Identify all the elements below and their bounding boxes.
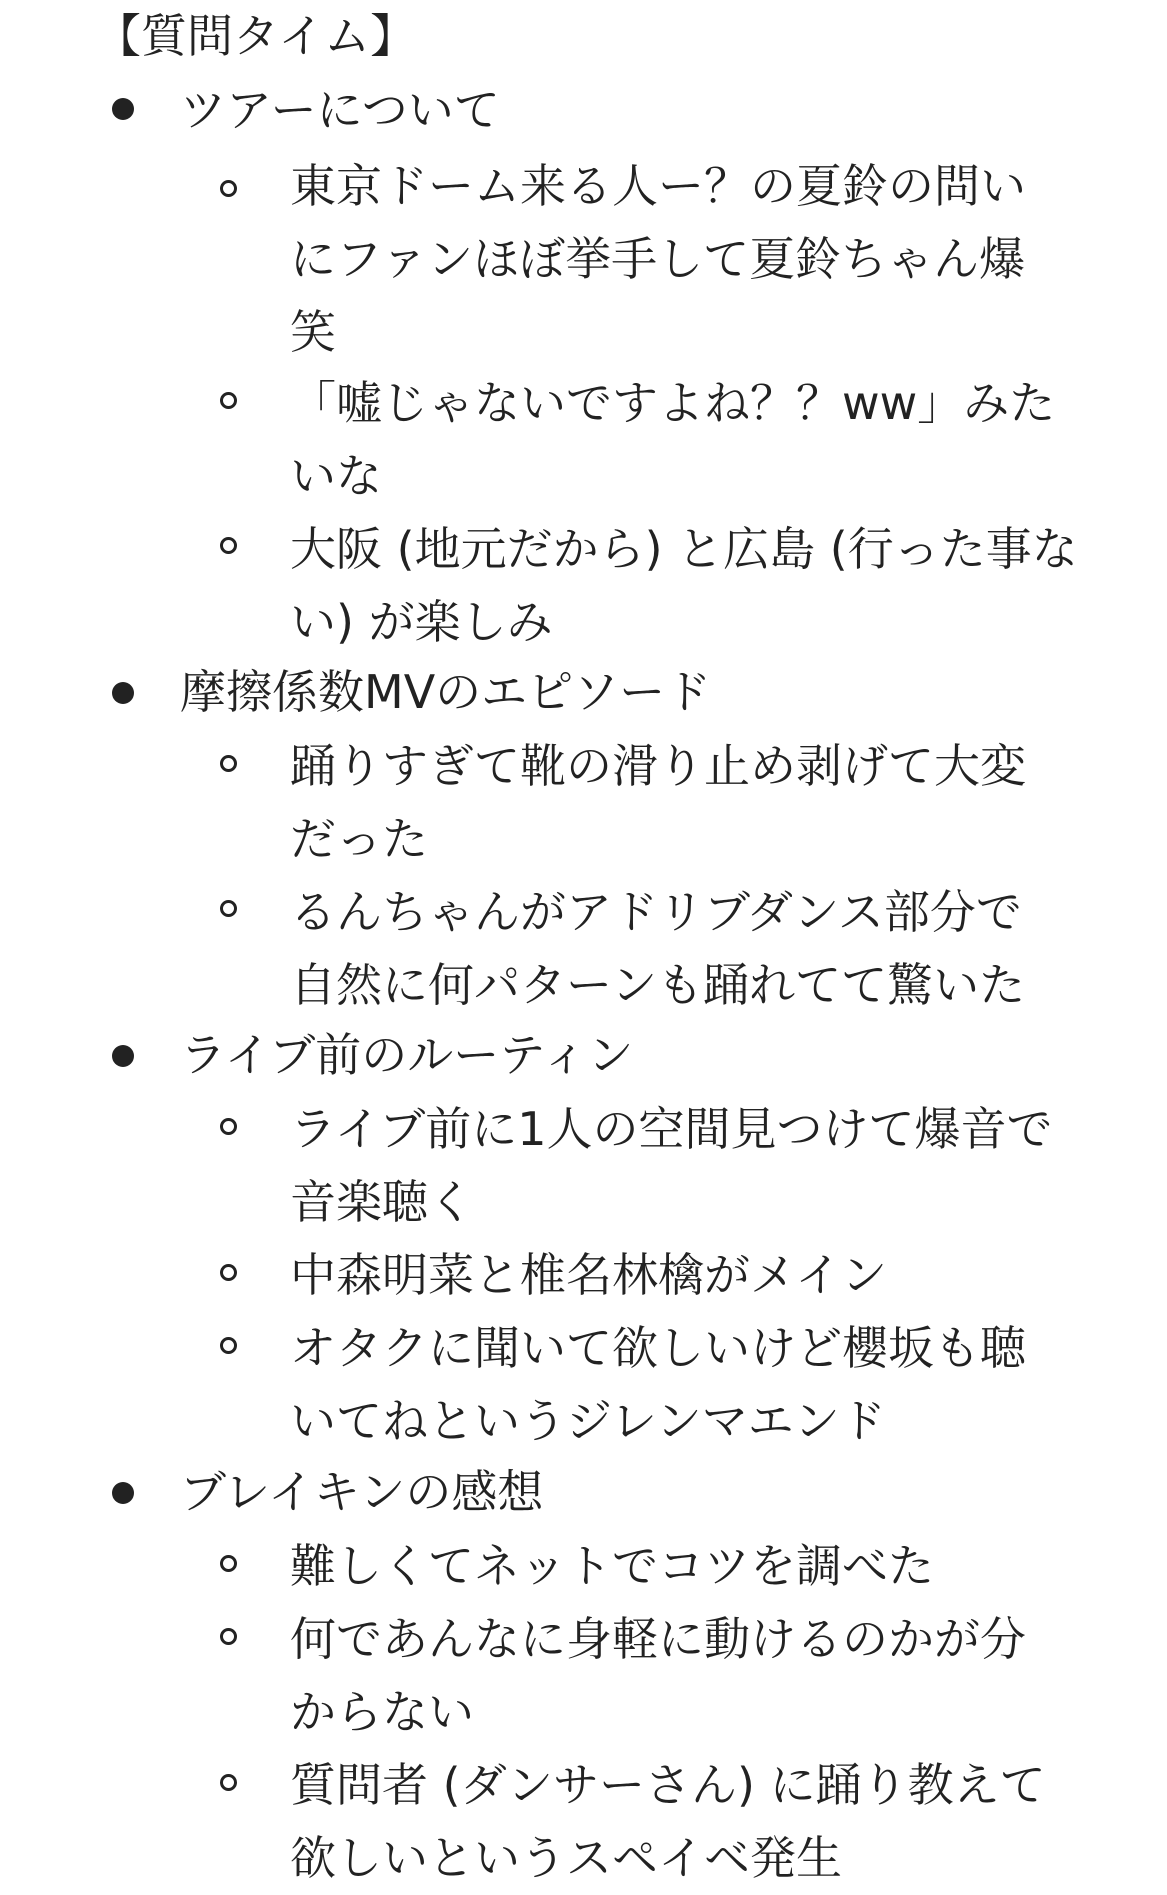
list-item — [290, 1749, 1090, 1895]
list-item-line: 「嘘じゃないですよね？？ww」みた — [290, 376, 1056, 430]
list-item-line: るんちゃんがアドリブダンス部分で — [290, 885, 1022, 939]
bullet-dot — [112, 1482, 134, 1504]
list-item-line: い) が楽しみ — [290, 595, 553, 649]
list-item — [290, 730, 1090, 876]
list-item — [290, 367, 1090, 513]
bullet-dot — [112, 98, 134, 120]
list-item-line: 質問者 (ダンサーさん) に踊り教えて — [290, 1758, 1046, 1812]
list-item-line: 欲しいというスペイベ発生 — [290, 1831, 842, 1885]
document-heading: 【質問タイム】 — [95, 9, 417, 63]
list-item — [290, 1530, 1090, 1603]
list-item-line: 何であんなに身軽に動けるのかが分 — [290, 1612, 1026, 1666]
list-item — [290, 1093, 1090, 1239]
sub-bullet-circle — [220, 1264, 237, 1281]
sub-bullet-circle — [220, 755, 237, 772]
list-item-line: いてねというジレンマエンド — [290, 1394, 886, 1448]
list-item-line: 自然に何パターンも踊れてて驚いた — [290, 958, 1026, 1012]
sub-bullet-circle — [220, 1774, 237, 1791]
list-item-line: 大阪 (地元だから) と広島 (行った事な — [290, 522, 1078, 576]
section-title: ツアーについて — [180, 83, 500, 137]
list-item-line: オタクに聞いて欲しいけど櫻坂も聴 — [290, 1321, 1026, 1375]
sub-bullet-circle — [220, 1628, 237, 1645]
list-item-line: からない — [290, 1685, 474, 1739]
section-title: ブレイキンの感想 — [180, 1465, 544, 1519]
list-item-line: 笑 — [290, 305, 336, 359]
list-item-line: だった — [290, 812, 428, 866]
sub-bullet-circle — [220, 1555, 237, 1572]
sub-bullet-circle — [220, 392, 237, 409]
list-item-line: ライブ前に1人の空間見つけて爆音で — [290, 1102, 1053, 1156]
list-item — [290, 150, 1090, 369]
sub-bullet-circle — [220, 180, 237, 197]
list-item — [290, 1603, 1090, 1749]
sub-bullet-circle — [220, 1337, 237, 1354]
list-item-line: にファンほぼ挙手して夏鈴ちゃん爆 — [290, 232, 1026, 286]
sub-bullet-circle — [220, 537, 237, 554]
list-item — [290, 1239, 1090, 1312]
section-title: 摩擦係数MVのエピソード — [180, 665, 712, 719]
list-item-line: 東京ドーム来る人ー？の夏鈴の問い — [290, 159, 1026, 213]
bullet-dot — [112, 1045, 134, 1067]
sub-bullet-circle — [220, 900, 237, 917]
list-item-line: 音楽聴く — [290, 1175, 474, 1229]
list-item-line: いな — [290, 449, 382, 503]
list-item — [290, 876, 1090, 1022]
bullet-dot — [112, 682, 134, 704]
sub-bullet-circle — [220, 1118, 237, 1135]
list-item-line: 踊りすぎて靴の滑り止め剥げて大変 — [290, 739, 1026, 793]
list-item-line: 中森明菜と椎名林檎がメイン — [290, 1248, 888, 1302]
list-item-line: 難しくてネットでコツを調べた — [290, 1539, 934, 1593]
list-item — [290, 513, 1090, 659]
list-item — [290, 1312, 1090, 1458]
section-title: ライブ前のルーティン — [180, 1028, 634, 1082]
